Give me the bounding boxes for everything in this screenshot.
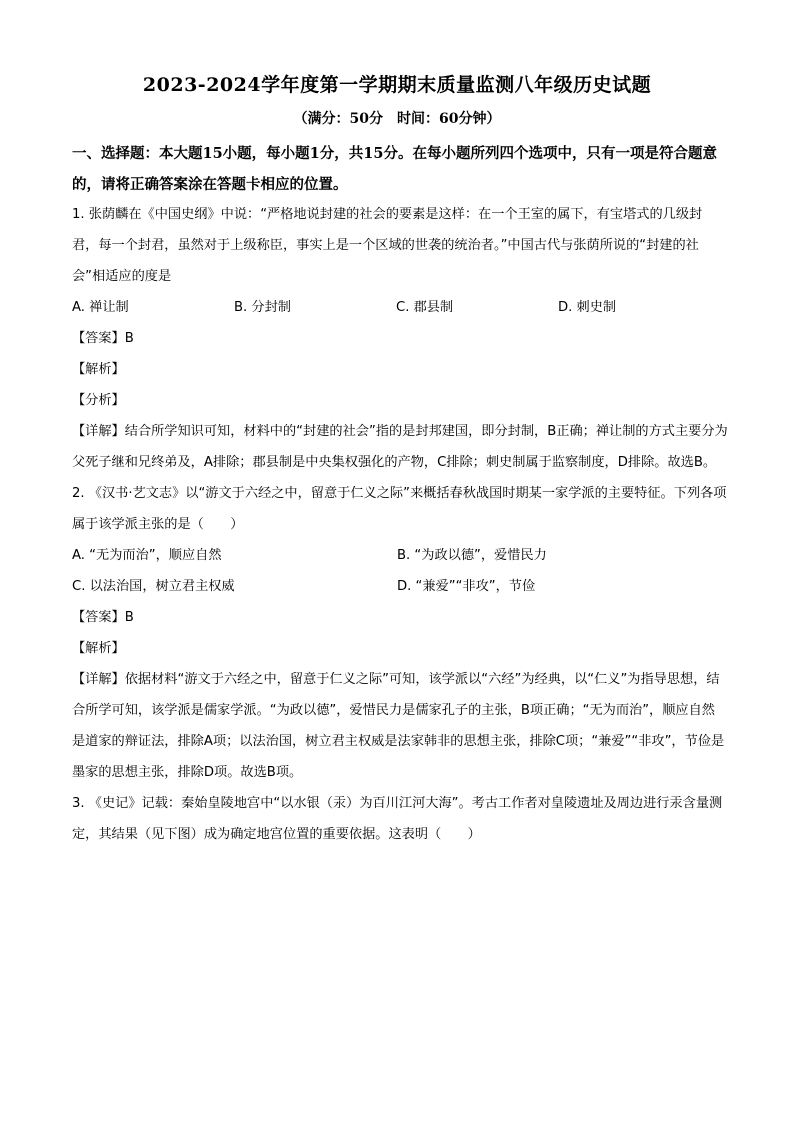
q1-option-d: D. 刺史制: [558, 300, 617, 315]
q2-option-b: B. “为政以德”，爱惜民力: [397, 548, 547, 563]
question-2-options: [72, 540, 728, 602]
q1-option-c: C. 郡县制: [396, 300, 454, 315]
q1-detail: 【详解】结合所学知识可知，材料中的“封建的社会”指的是封邦建国，即分封制，B正确；禅让制的方式主要分为父死子继和兄终弟及，A排除；郡县制是中央集权强化的产物，C排除；刺史制属于监察制度，D排除。故选B。: [72, 424, 728, 470]
q2-jiexi: 【解析】: [72, 641, 125, 656]
question-1-stem: 1. 张荫麟在《中国史纲》中说：“严格地说封建的社会的要素是这样：在一个王室的属下，有宝塔式的几级封君，每一个封君，虽然对于上级称臣，事实上是一个区域的世袭的统治者。”中国古代与张荫所说的“封建的社会”相适应的度是: [72, 207, 703, 284]
question-3-stem: 3. 《史记》记载：秦始皇陵地宫中“以水银（汞）为百川江河大海”。考古工作者对皇陵遗址及周边进行汞含量测定，其结果（见下图）成为确定地宫位置的重要依据。这表明（ ）: [72, 796, 723, 842]
q2-option-c: C. 以法治国，树立君主权威: [72, 579, 235, 594]
q2-option-d: D. “兼爱”“非攻”，节俭: [397, 579, 536, 594]
q1-fenxi: 【分析】: [72, 393, 125, 408]
question-1-options: [72, 292, 728, 323]
section-instruction: 一、选择题：本大题15小题，每小题1分，共15分。在每小题所列四个选项中，只有一项是符合题意的，请将正确答案涂在答题卡相应的位置。: [72, 145, 717, 193]
q2-answer: 【答案】B: [72, 610, 134, 625]
q2-detail: 【详解】依据材料“游文于六经之中，留意于仁义之际”可知，该学派以“六经”为经典，以“仁义”为指导思想，结合所学可知，该学派是儒家学派。“为政以德”，爱惜民力是儒家孔子的主张，B项正确；“无为而治”，顺应自然是道家的辩证法，排除A项；以法治国，树立君主权威是法家韩非的思想主张，排除C项；“兼爱”“非攻”，节俭是墨家的思想主张，排除D项。故选B项。: [72, 672, 725, 780]
q1-option-a: A. 禅让制: [72, 300, 129, 315]
q1-answer: 【答案】B: [72, 331, 134, 346]
question-2-stem: 2. 《汉书·艺文志》以“游文于六经之中，留意于仁义之际”来概括春秋战国时期某一家学派的主要特征。下列各项属于该学派主张的是（ ）: [72, 486, 727, 532]
questions-body: [72, 199, 728, 850]
exam-title: 2023-2024学年度第一学期期末质量监测八年级历史试题: [142, 74, 652, 96]
q2-option-a: A. “无为而治”，顺应自然: [72, 548, 222, 563]
exam-subtitle: （满分：50分 时间：60分钟）: [293, 111, 501, 127]
q1-jiexi: 【解析】: [72, 362, 125, 377]
q1-option-b: B. 分封制: [234, 300, 291, 315]
